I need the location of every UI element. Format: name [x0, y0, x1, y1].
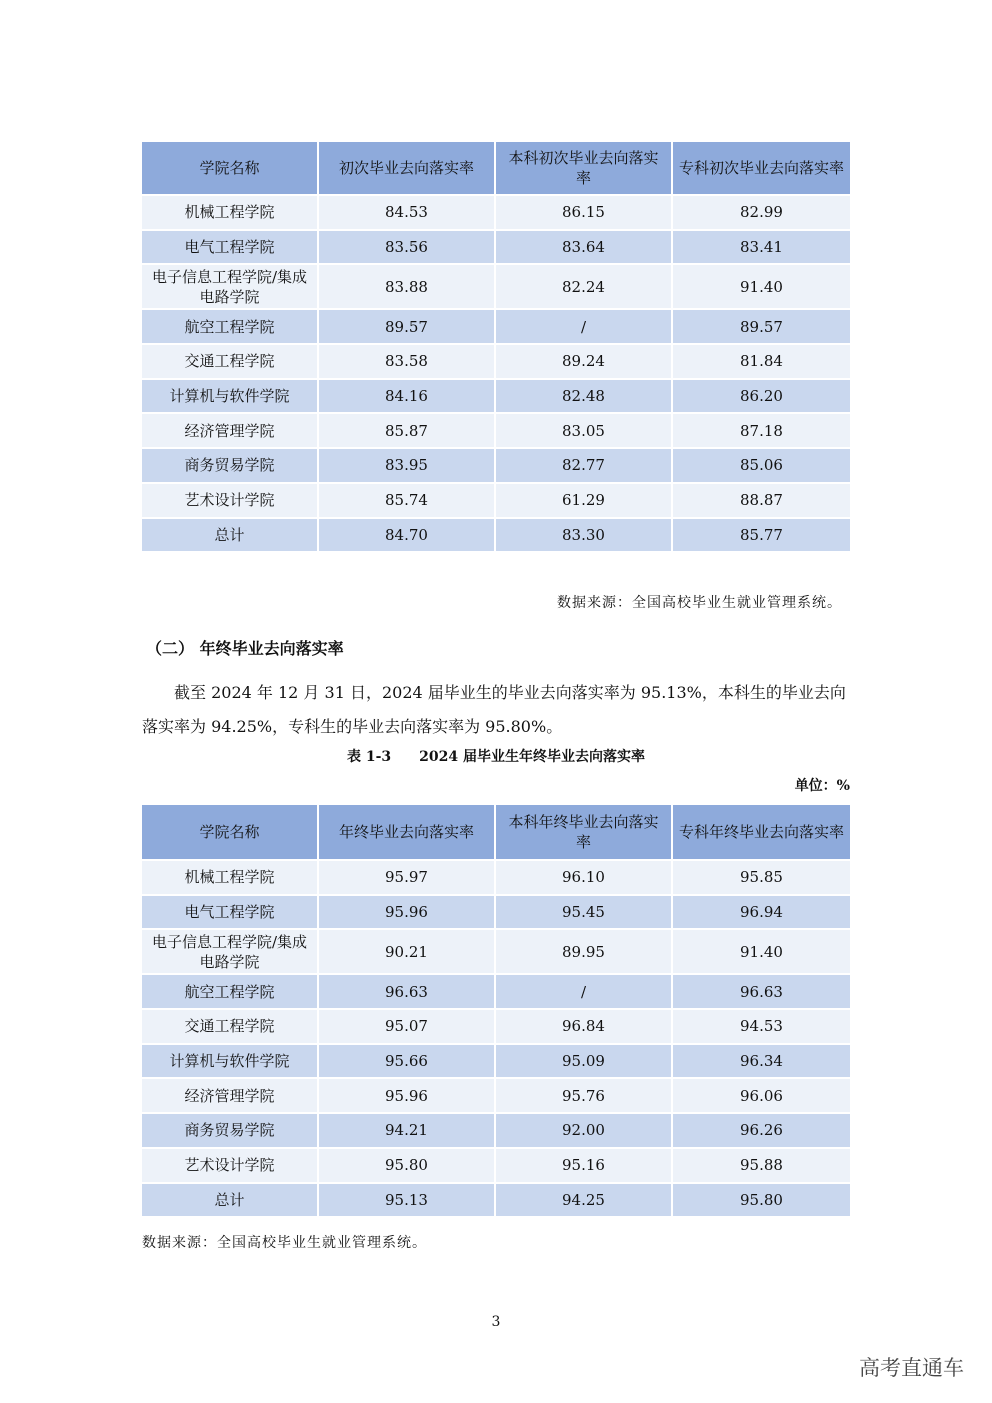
- rate-cell: 82.77: [496, 449, 673, 484]
- college-name-cell: 航空工程学院: [142, 310, 319, 345]
- rate-cell: 61.29: [496, 484, 673, 519]
- rate-cell: 94.53: [673, 1010, 850, 1045]
- college-name-cell: 经济管理学院: [142, 414, 319, 449]
- table-unit: 单位：%: [794, 778, 850, 794]
- year-end-placement-rate-table: [142, 805, 850, 1218]
- table-row: [142, 1149, 850, 1184]
- table-row: [142, 930, 850, 975]
- rate-cell: 89.57: [673, 310, 850, 345]
- rate-cell: 83.88: [319, 265, 496, 310]
- table-row: [142, 861, 850, 896]
- rate-cell: 90.21: [319, 930, 496, 975]
- table-row: [142, 265, 850, 310]
- initial-placement-rate-table: [142, 142, 850, 553]
- header-undergrad-initial-rate: 本科初次毕业去向落实率: [496, 142, 673, 196]
- rate-cell: 95.45: [496, 896, 673, 931]
- rate-cell: 86.20: [673, 380, 850, 415]
- total-label-cell: 总计: [142, 519, 319, 554]
- rate-cell: 87.18: [673, 414, 850, 449]
- rate-cell: 95.09: [496, 1045, 673, 1080]
- rate-cell: 91.40: [673, 930, 850, 975]
- table-row: [142, 1045, 850, 1080]
- rate-cell: 83.56: [319, 231, 496, 266]
- college-name-cell: 电子信息工程学院/集成电路学院: [142, 265, 319, 310]
- rate-cell: 84.16: [319, 380, 496, 415]
- header-year-end-rate: 年终毕业去向落实率: [319, 805, 496, 861]
- table-row: [142, 310, 850, 345]
- rate-cell: 85.74: [319, 484, 496, 519]
- rate-cell: 85.06: [673, 449, 850, 484]
- rate-cell: 95.97: [319, 861, 496, 896]
- college-name-cell: 电气工程学院: [142, 231, 319, 266]
- rate-cell: 83.05: [496, 414, 673, 449]
- table-row: [142, 1010, 850, 1045]
- rate-cell: 83.58: [319, 345, 496, 380]
- section-heading: （二） 年终毕业去向落实率: [146, 639, 344, 658]
- table-caption: 表 1-3 2024 届毕业生年终毕业去向落实率: [346, 749, 645, 765]
- section-paragraph: 截至 2024 年 12 月 31 日，2024 届毕业生的毕业去向落实率为 95.13%，本科生的毕业去向落实率为 94.25%，专科生的毕业去向落实率为 95.80%。: [142, 683, 846, 736]
- college-name-cell: 机械工程学院: [142, 861, 319, 896]
- total-rate-cell: 85.77: [673, 519, 850, 554]
- rate-cell: 86.15: [496, 196, 673, 231]
- header-college-name: 学院名称: [142, 142, 319, 196]
- table-row: [142, 1079, 850, 1114]
- header-initial-rate: 初次毕业去向落实率: [319, 142, 496, 196]
- college-name-cell: 交通工程学院: [142, 345, 319, 380]
- header-undergrad-year-end-rate: 本科年终毕业去向落实率: [496, 805, 673, 861]
- college-name-cell: 计算机与软件学院: [142, 380, 319, 415]
- college-name-cell: 电气工程学院: [142, 896, 319, 931]
- table-total-row: [142, 519, 850, 554]
- college-name-cell: 计算机与软件学院: [142, 1045, 319, 1080]
- college-name-cell: 商务贸易学院: [142, 449, 319, 484]
- rate-cell: 95.88: [673, 1149, 850, 1184]
- rate-cell: 95.66: [319, 1045, 496, 1080]
- college-name-cell: 商务贸易学院: [142, 1114, 319, 1149]
- table-row: [142, 484, 850, 519]
- total-rate-cell: 95.13: [319, 1184, 496, 1219]
- rate-cell: 96.94: [673, 896, 850, 931]
- table-row: [142, 449, 850, 484]
- header-college-name: 学院名称: [142, 805, 319, 861]
- rate-cell: 83.95: [319, 449, 496, 484]
- table-header-row: [142, 805, 850, 861]
- table-header-row: [142, 142, 850, 196]
- rate-cell: 95.96: [319, 1079, 496, 1114]
- table-row: [142, 380, 850, 415]
- rate-cell: 84.53: [319, 196, 496, 231]
- rate-cell: 83.64: [496, 231, 673, 266]
- rate-cell: 89.24: [496, 345, 673, 380]
- rate-cell: 83.41: [673, 231, 850, 266]
- table-total-row: [142, 1184, 850, 1219]
- rate-cell: 89.57: [319, 310, 496, 345]
- rate-cell: 92.00: [496, 1114, 673, 1149]
- total-rate-cell: 83.30: [496, 519, 673, 554]
- rate-cell: 94.21: [319, 1114, 496, 1149]
- rate-cell: 95.76: [496, 1079, 673, 1114]
- rate-cell: /: [496, 310, 673, 345]
- total-rate-cell: 95.80: [673, 1184, 850, 1219]
- rate-cell: 95.80: [319, 1149, 496, 1184]
- rate-cell: 96.63: [319, 975, 496, 1010]
- rate-cell: 96.10: [496, 861, 673, 896]
- rate-cell: 89.95: [496, 930, 673, 975]
- data-source-note: 数据来源：全国高校毕业生就业管理系统。: [557, 595, 842, 611]
- rate-cell: 82.99: [673, 196, 850, 231]
- data-source-note: 数据来源：全国高校毕业生就业管理系统。: [142, 1235, 427, 1251]
- rate-cell: 96.34: [673, 1045, 850, 1080]
- rate-cell: 81.84: [673, 345, 850, 380]
- table-row: [142, 896, 850, 931]
- college-name-cell: 艺术设计学院: [142, 484, 319, 519]
- table-row: [142, 231, 850, 266]
- table-row: [142, 196, 850, 231]
- rate-cell: 82.24: [496, 265, 673, 310]
- page-number: 3: [491, 1314, 501, 1330]
- rate-cell: /: [496, 975, 673, 1010]
- college-name-cell: 航空工程学院: [142, 975, 319, 1010]
- rate-cell: 82.48: [496, 380, 673, 415]
- rate-cell: 95.96: [319, 896, 496, 931]
- rate-cell: 95.16: [496, 1149, 673, 1184]
- rate-cell: 95.85: [673, 861, 850, 896]
- rate-cell: 96.84: [496, 1010, 673, 1045]
- college-name-cell: 机械工程学院: [142, 196, 319, 231]
- college-name-cell: 交通工程学院: [142, 1010, 319, 1045]
- rate-cell: 96.26: [673, 1114, 850, 1149]
- header-junior-college-year-end-rate: 专科年终毕业去向落实率: [673, 805, 850, 861]
- total-rate-cell: 94.25: [496, 1184, 673, 1219]
- rate-cell: 96.63: [673, 975, 850, 1010]
- rate-cell: 85.87: [319, 414, 496, 449]
- total-rate-cell: 84.70: [319, 519, 496, 554]
- college-name-cell: 电子信息工程学院/集成电路学院: [142, 930, 319, 975]
- rate-cell: 88.87: [673, 484, 850, 519]
- college-name-cell: 经济管理学院: [142, 1079, 319, 1114]
- header-junior-college-initial-rate: 专科初次毕业去向落实率: [673, 142, 850, 196]
- table-row: [142, 1114, 850, 1149]
- table-row: [142, 414, 850, 449]
- table-row: [142, 345, 850, 380]
- rate-cell: 91.40: [673, 265, 850, 310]
- watermark-text: 高考直通车: [859, 1356, 964, 1380]
- rate-cell: 95.07: [319, 1010, 496, 1045]
- rate-cell: 96.06: [673, 1079, 850, 1114]
- college-name-cell: 艺术设计学院: [142, 1149, 319, 1184]
- total-label-cell: 总计: [142, 1184, 319, 1219]
- table-row: [142, 975, 850, 1010]
